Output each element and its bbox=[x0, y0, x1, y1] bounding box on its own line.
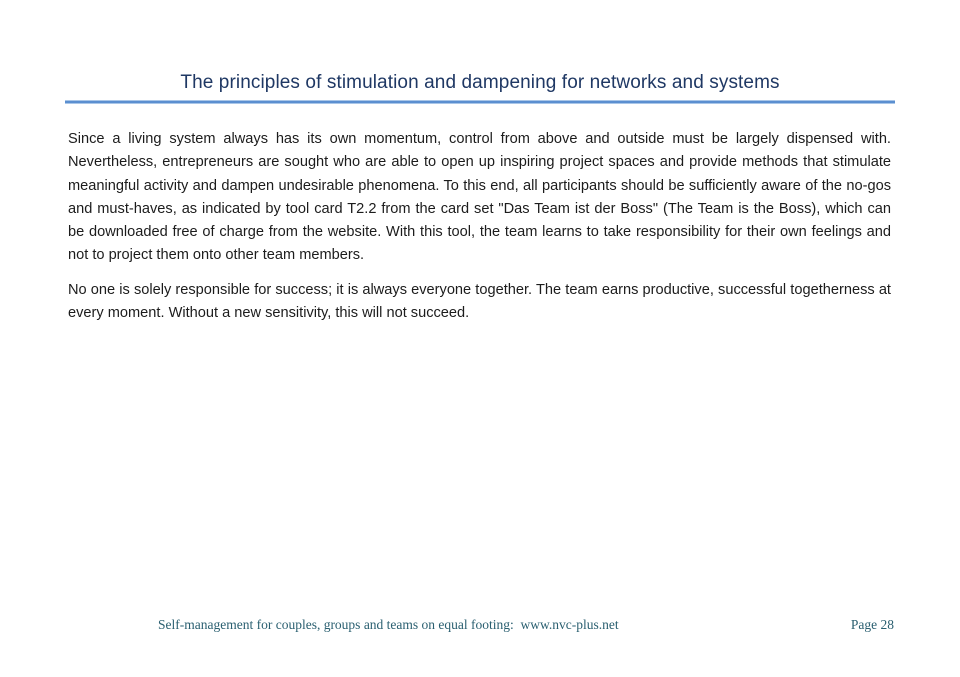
title-underline bbox=[65, 100, 895, 104]
page-footer bbox=[0, 616, 960, 636]
title-block bbox=[65, 71, 895, 104]
page-title: The principles of stimulation and dampening for networks and systems bbox=[180, 72, 780, 93]
footer-tagline: Self-management for couples, groups and teams on equal footing: www.nvc-plus.net bbox=[158, 617, 619, 632]
page-number: Page 28 bbox=[850, 617, 894, 632]
body-text bbox=[68, 128, 891, 336]
paragraph-2: No one is solely responsible for success; it is always everyone together. The team earns productive, successful togetherness at every moment. Without a new sensitivity, this will not succeed. bbox=[68, 281, 891, 322]
paragraph-1: Since a living system always has its own momentum, control from above and outside must be largely dispensed with. Nevertheless, entrepreneurs are sought who are able to open up inspiring project spaces and provide methods that stimulate meaningful activity and dampen undesirable phenomena. To this end, all participants should be sufficiently aware of the no-gos and must-haves, as indicated by tool card T2.2 from the card set "Das Team ist der Boss" (The Team is the Boss), which can be downloaded free of charge from the website. With this tool, the team learns to take responsibility for their own feelings and not to project them onto other team members. bbox=[68, 131, 891, 264]
